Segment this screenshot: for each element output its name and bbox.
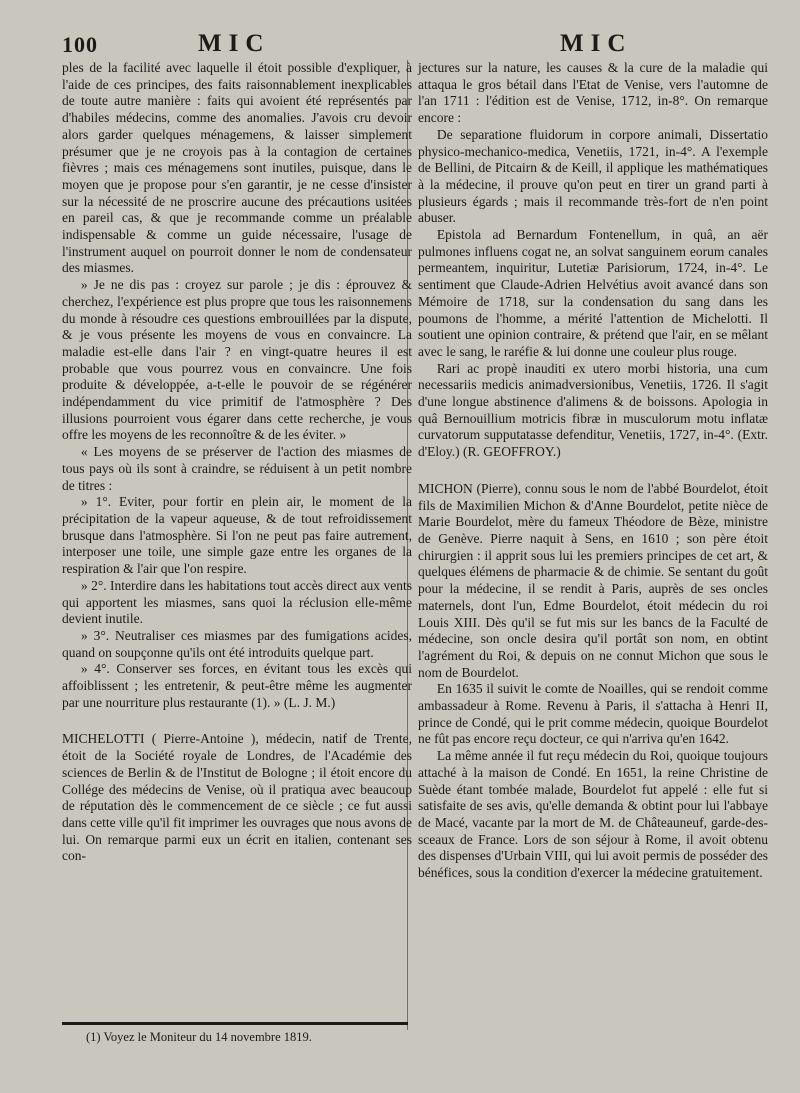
- paragraph: » 4°. Conserver ses forces, en évitant tous les excès qui affoiblissent ; les entretenir, & peut-être même les augmenter par une nourriture plus restaurante (1). » (L. J. M.): [62, 661, 412, 710]
- paragraph: » 1°. Eviter, pour fortir en plein air, le moment de la précipitation de la vapeur aqueuse, & de tout refroidissement brusque dans l'atmosphère. Si l'on ne peut pas faire autrement, interposer une toile, une simple gaze entre les organes de la respiration & l'air que l'on respire.: [62, 494, 412, 577]
- page-number: 100: [62, 32, 98, 57]
- right-column: [418, 60, 768, 882]
- paragraph: MICHON (Pierre), connu sous le nom de l'abbé Bourdelot, étoit fils de Maximilien Michon & d'Anne Bourdelot, petite nièce de Marie Bourdelot, mère du fameux Théodore de Bèze, ministre de Genève. Pierre naquit à Sens, en 1610 ; son père étoit chirurgien : il apprit sous lui les premiers principes de cet art, & quelques élémens de pharmacie & de chimie. Se sentant du goût pour la médecine, il se rendit à Paris, auprès de ses oncles maternels, dont l'un, Edme Bourdelot, étoit médecin du roi Louis XIII. Dès qu'il se fut mis sur les bancs de la Faculté de médecine, son oncle desira qu'il portât son nom, en obtint l'agrément du Roi, & depuis on ne connut Michon que sous le nom de Bourdelot.: [418, 480, 768, 680]
- paragraph: ples de la facilité avec laquelle il étoit possible d'expliquer, à l'aide de ces principes, des faits raisonnablement inexplicables de toute autre manière : faits qui avoient été représentés par d'habiles médecins, comme des anomalies. J'avois cru devoir alors garder quelques ménagemens, & laisser simplement présumer que je ne croyois pas à la contagion de certaines fièvres ; mais ces ménagemens sont inutiles, puisque, dans le moyen que je propose pour s'en garantir, je ne cesse d'insister sur la nécessité de ne proscrire aucune des précautions usitées en pareil cas, & que je recommande comme un préalable indispensable & comme un guide nécessaire, l'usage de l'instrument auquel on pourroit donner le nom de condensateur des miasmes.: [62, 60, 412, 276]
- footnote: (1) Voyez le Moniteur du 14 novembre 1819.: [86, 1030, 312, 1044]
- right-headword: MIC: [560, 30, 633, 57]
- paragraph: » Je ne dis pas : croyez sur parole ; je dis : éprouvez & cherchez, l'expérience est plus propre que tous les raisonnemens du monde à résoudre ces questions embrouillées par la dispute, & je vous présente les moyens de vous en convaincre. La maladie est-elle dans l'air ? en vingt-quatre heures il est probable que vous pourrez vous en convaincre. Une fois produite & développée, a-t-elle le pouvoir de se régénérer indépendamment du vice primitif de l'atmosphère ? Des illusions pourroient vous égarer dans cette recherche, je vous offre les moyens de les reconnoître & de les éviter. »: [62, 277, 412, 443]
- paragraph: » 3°. Neutraliser ces miasmes par des fumigations acides, quand on soupçonne qu'ils ont été introduits quelque part.: [62, 627, 412, 660]
- running-header: [0, 30, 800, 60]
- paragraph: Epistola ad Bernardum Fontenellum, in quâ, an aër pulmones influens cogat ne, an solvat sanguinem eorum canales permeantem, inquiritur, Lutetiæ Parisiorum, 1724, in-4°. Le sentiment que Claude-Adrien Helvétius avoit avancé dans son Mémoire de 1718, sur la condensation du sang dans les poumons de l'homme, a mérité l'attention de Michelotti. Il soutient une opinion contraire, & prétend que l'air, en se mêlant avec le sang, le raréfie & lui donne une couleur plus rouge.: [418, 227, 768, 359]
- paragraph: De separatione fluidorum in corpore animali, Dissertatio physico-mechanico-medica, Venetiis, 1721, in-4°. A l'exemple de Bellini, de Pitcairn & de Keill, il applique les mathématiques à la médecine, il prouve qu'on peut en tirer un grand parti à plusieurs égards ; mais il recommande très-fort de n'en point abuser.: [418, 126, 768, 226]
- paragraph: La même année il fut reçu médecin du Roi, quoique toujours attaché à la maison de Condé. En 1651, la reine Christine de Suède étant tombée malade, Bourdelot fut appelé : elle fut si satisfaite de ses avis, qu'elle demanda & obtint pour lui l'abbaye de Macé, vacante par la mort de M. de Châteauneuf, garde-des-sceaux de France. Lors de son séjour à Rome, il avoit obtenu des dispenses d'Urbain VIII, qui lui avoit permis de posséder des bénéfices, sous la condition d'exercer la médecine gratuitement.: [418, 748, 768, 881]
- paragraph: jectures sur la nature, les causes & la cure de la maladie qui attaqua le gros bétail dans l'Etat de Venise, vers l'automne de l'an 1711 : l'édition est de Venise, 1712, in-8°. On remarque encore :: [418, 60, 768, 126]
- left-headword: MIC: [198, 30, 271, 57]
- paragraph: » 2°. Interdire dans les habitations tout accès direct aux vents qui apportent les miasmes, sans quoi la réclusion elle-même devient inutile.: [62, 577, 412, 627]
- paragraph: Rari ac propè inauditi ex utero morbi historia, una cum necessariis medicis animadversionibus, Venetiis, 1726. Il s'agit d'une longue abstinence d'alimens & de boissons. Apologia in quâ Bernouillium motricis fibræ in musculorum motu inflatæ curvatorum supputatasse defenditur, Venetiis, 1727, in-4°. (Extr. d'Eloy.) (R. GEOFFROY.): [418, 360, 768, 460]
- paragraph: En 1635 il suivit le comte de Noailles, qui se rendoit comme ambassadeur à Rome. Revenu à Paris, il s'attacha à Henri II, prince de Condé, qui le prit comme médecin, quoique Bourdelot ne fût pas encore reçu docteur, ce qui n'arriva qu'en 1642.: [418, 681, 768, 747]
- left-column: [62, 60, 412, 865]
- footnote-rule: [62, 1022, 408, 1025]
- paragraph: « Les moyens de se préserver de l'action des miasmes de tous pays où ils sont à craindre, se réduisent à un petit nombre de titres :: [62, 444, 412, 493]
- paragraph: MICHELOTTI ( Pierre-Antoine ), médecin, natif de Trente, étoit de la Société royale de Londres, de l'Académie des sciences de Berlin & de l'Institut de Bologne ; il étoit encore du Collége des médecins de Venise, où il pratiqua avec beaucoup de réputation dès le commencement de ce siècle ; ce fut aussi dans cette ville qu'il fit imprimer les ouvrages que nous avons de lui. On remarque parmi eux un écrit en italien, contenant ses con-: [62, 731, 412, 864]
